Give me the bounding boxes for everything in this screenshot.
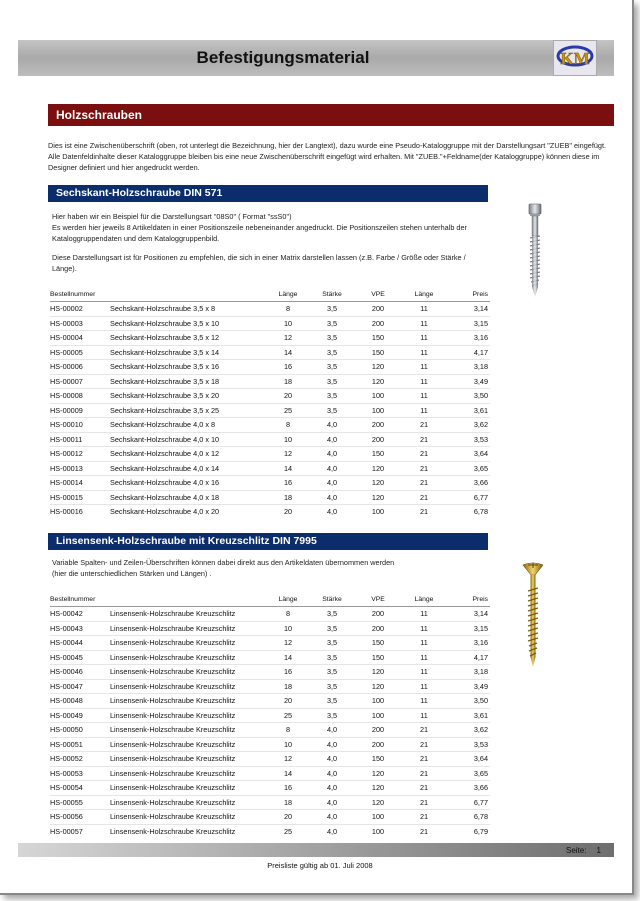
price-cell: 3,53 (446, 737, 490, 752)
packaging-unit-cell: 100 (354, 824, 402, 838)
packaging-unit-cell: 100 (354, 708, 402, 723)
packaging-unit-cell: 120 (354, 490, 402, 505)
price-validity-note: Preisliste gültig ab 01. Juli 2008 (267, 861, 373, 870)
article-name-cell: Linsensenk-Holzschraube Kreuzschlitz (108, 723, 266, 738)
thickness-cell: 3,5 (310, 694, 354, 709)
length-cell: 18 (266, 490, 310, 505)
packaging-unit-cell: 120 (354, 360, 402, 375)
table-row (50, 607, 490, 622)
table-row (50, 621, 490, 636)
length-cell: 12 (266, 447, 310, 462)
price-cell: 3,15 (446, 621, 490, 636)
section-intro: Dies ist eine Zwischenüberschrift (oben, rot unterlegt die Bezeichnung, hier der Langtext), dazu wurde eine Pseudo-Kataloggruppe mit der Darstellungsart "ZUEB" eingefügt. Alle Datenfeldinhalte dieser Kataloggruppe bleiben bis eine neue Zwischenüberschrift eingefügt wird erhalten. Mit "ZUEB."+Feldname(der Kataloggruppe) können diese im Designer definiert und hier angedruckt werden. (48, 141, 607, 172)
article-name-cell: Sechskant-Holzschraube 4,0 x 8 (108, 418, 266, 433)
packaging-unit-cell: 200 (354, 723, 402, 738)
table-row (50, 403, 490, 418)
article-number-cell: HS-00051 (50, 737, 108, 752)
price-cell: 6,77 (446, 795, 490, 810)
table-row (50, 447, 490, 462)
article-name-cell: Linsensenk-Holzschraube Kreuzschlitz (108, 795, 266, 810)
length-cell: 10 (266, 737, 310, 752)
article-name-cell: Linsensenk-Holzschraube Kreuzschlitz (108, 737, 266, 752)
column-header: Länge (266, 592, 310, 607)
price-cell: 4,17 (446, 345, 490, 360)
length-2-cell: 21 (402, 432, 446, 447)
packaging-unit-cell: 120 (354, 781, 402, 796)
packaging-unit-cell: 100 (354, 694, 402, 709)
price-cell: 6,78 (446, 810, 490, 825)
packaging-unit-cell: 150 (354, 636, 402, 651)
column-header: Stärke (310, 592, 354, 607)
group-description (52, 211, 472, 274)
article-number-cell: HS-00052 (50, 752, 108, 767)
article-name-cell: Linsensenk-Holzschraube Kreuzschlitz (108, 621, 266, 636)
article-number-cell: HS-00004 (50, 331, 108, 346)
length-cell: 8 (266, 302, 310, 317)
price-cell: 6,79 (446, 824, 490, 838)
article-number-cell: HS-00042 (50, 607, 108, 622)
length-2-cell: 11 (402, 621, 446, 636)
packaging-unit-cell: 150 (354, 345, 402, 360)
group-title: Sechskant-Holzschraube DIN 571 (56, 187, 223, 199)
thickness-cell: 4,0 (310, 505, 354, 519)
article-name-cell: Sechskant-Holzschraube 3,5 x 16 (108, 360, 266, 375)
table-row (50, 766, 490, 781)
article-name-cell: Sechskant-Holzschraube 4,0 x 14 (108, 461, 266, 476)
article-number-cell: HS-00043 (50, 621, 108, 636)
length-2-cell: 21 (402, 490, 446, 505)
price-cell: 3,49 (446, 374, 490, 389)
thickness-cell: 3,5 (310, 302, 354, 317)
table-row (50, 505, 490, 519)
price-cell: 3,53 (446, 432, 490, 447)
thickness-cell: 3,5 (310, 331, 354, 346)
packaging-unit-cell: 150 (354, 650, 402, 665)
article-number-cell: HS-00048 (50, 694, 108, 709)
article-number-cell: HS-00045 (50, 650, 108, 665)
length-cell: 16 (266, 476, 310, 491)
article-name-cell: Linsensenk-Holzschraube Kreuzschlitz (108, 708, 266, 723)
column-header: VPE (354, 592, 402, 607)
length-cell: 16 (266, 665, 310, 680)
length-2-cell: 11 (402, 389, 446, 404)
length-2-cell: 21 (402, 418, 446, 433)
length-2-cell: 11 (402, 302, 446, 317)
length-2-cell: 11 (402, 650, 446, 665)
thickness-cell: 3,5 (310, 708, 354, 723)
packaging-unit-cell: 120 (354, 476, 402, 491)
article-number-cell: HS-00044 (50, 636, 108, 651)
thickness-cell: 4,0 (310, 810, 354, 825)
article-name-cell: Sechskant-Holzschraube 3,5 x 20 (108, 389, 266, 404)
packaging-unit-cell: 120 (354, 374, 402, 389)
table-row (50, 331, 490, 346)
length-2-cell: 21 (402, 505, 446, 519)
packaging-unit-cell: 150 (354, 447, 402, 462)
length-cell: 25 (266, 824, 310, 838)
article-name-cell: Linsensenk-Holzschraube Kreuzschlitz (108, 824, 266, 838)
hex-bolt-screw-icon (523, 203, 547, 299)
length-cell: 10 (266, 621, 310, 636)
length-cell: 14 (266, 461, 310, 476)
page-label: Seite: (566, 846, 587, 855)
length-cell: 8 (266, 723, 310, 738)
article-name-cell: Linsensenk-Holzschraube Kreuzschlitz (108, 752, 266, 767)
length-cell: 10 (266, 316, 310, 331)
length-2-cell: 21 (402, 737, 446, 752)
page-number (566, 846, 601, 855)
thickness-cell: 4,0 (310, 490, 354, 505)
thickness-cell: 4,0 (310, 752, 354, 767)
length-cell: 8 (266, 418, 310, 433)
length-cell: 25 (266, 403, 310, 418)
article-name-cell: Sechskant-Holzschraube 3,5 x 14 (108, 345, 266, 360)
article-name-cell: Linsensenk-Holzschraube Kreuzschlitz (108, 607, 266, 622)
table-row (50, 665, 490, 680)
table-row (50, 795, 490, 810)
thickness-cell: 3,5 (310, 316, 354, 331)
table-row (50, 374, 490, 389)
article-name-cell: Sechskant-Holzschraube 4,0 x 16 (108, 476, 266, 491)
packaging-unit-cell: 150 (354, 331, 402, 346)
article-number-cell: HS-00056 (50, 810, 108, 825)
length-cell: 20 (266, 694, 310, 709)
article-number-cell: HS-00016 (50, 505, 108, 519)
packaging-unit-cell: 200 (354, 607, 402, 622)
article-number-cell: HS-00002 (50, 302, 108, 317)
length-cell: 12 (266, 636, 310, 651)
article-number-cell: HS-00049 (50, 708, 108, 723)
length-cell: 18 (266, 795, 310, 810)
packaging-unit-cell: 120 (354, 766, 402, 781)
article-name-cell: Sechskant-Holzschraube 3,5 x 18 (108, 374, 266, 389)
article-name-cell: Linsensenk-Holzschraube Kreuzschlitz (108, 679, 266, 694)
packaging-unit-cell: 120 (354, 665, 402, 680)
length-cell: 18 (266, 374, 310, 389)
length-2-cell: 21 (402, 476, 446, 491)
table-row (50, 490, 490, 505)
length-2-cell: 21 (402, 752, 446, 767)
length-cell: 20 (266, 810, 310, 825)
thickness-cell: 3,5 (310, 650, 354, 665)
packaging-unit-cell: 120 (354, 461, 402, 476)
price-cell: 3,65 (446, 766, 490, 781)
packaging-unit-cell: 100 (354, 810, 402, 825)
thickness-cell: 4,0 (310, 766, 354, 781)
thickness-cell: 3,5 (310, 374, 354, 389)
article-table (50, 592, 490, 838)
article-number-cell: HS-00005 (50, 345, 108, 360)
price-cell: 3,65 (446, 461, 490, 476)
thickness-cell: 3,5 (310, 636, 354, 651)
svg-text:KM: KM (560, 49, 590, 68)
article-name-cell: Linsensenk-Holzschraube Kreuzschlitz (108, 781, 266, 796)
article-number-cell: HS-00053 (50, 766, 108, 781)
price-cell: 3,15 (446, 316, 490, 331)
length-2-cell: 11 (402, 316, 446, 331)
table-row (50, 723, 490, 738)
table-header-row (50, 287, 490, 302)
company-logo (553, 40, 597, 76)
length-cell: 14 (266, 650, 310, 665)
length-cell: 18 (266, 679, 310, 694)
length-2-cell: 11 (402, 679, 446, 694)
column-header: Preis (446, 287, 490, 302)
page-number-value: 1 (596, 846, 601, 855)
length-2-cell: 21 (402, 461, 446, 476)
article-number-cell: HS-00046 (50, 665, 108, 680)
section-title: Holzschrauben (56, 108, 143, 122)
table-row (50, 316, 490, 331)
length-2-cell: 21 (402, 810, 446, 825)
group-description (52, 557, 472, 579)
price-cell: 3,16 (446, 636, 490, 651)
table-row (50, 781, 490, 796)
price-cell: 4,17 (446, 650, 490, 665)
table-header-row (50, 592, 490, 607)
article-name-cell: Sechskant-Holzschraube 4,0 x 20 (108, 505, 266, 519)
length-2-cell: 11 (402, 374, 446, 389)
table-row (50, 650, 490, 665)
price-cell: 3,16 (446, 331, 490, 346)
packaging-unit-cell: 100 (354, 505, 402, 519)
length-cell: 25 (266, 708, 310, 723)
article-name-cell: Sechskant-Holzschraube 4,0 x 10 (108, 432, 266, 447)
thickness-cell: 3,5 (310, 389, 354, 404)
table-row (50, 345, 490, 360)
packaging-unit-cell: 200 (354, 432, 402, 447)
length-2-cell: 11 (402, 607, 446, 622)
column-header: Stärke (310, 287, 354, 302)
packaging-unit-cell: 200 (354, 418, 402, 433)
length-cell: 12 (266, 752, 310, 767)
countersunk-wood-screw-icon (521, 561, 545, 669)
length-cell: 16 (266, 360, 310, 375)
thickness-cell: 3,5 (310, 679, 354, 694)
price-cell: 3,18 (446, 360, 490, 375)
article-number-cell: HS-00007 (50, 374, 108, 389)
page-title: Befestigungsmaterial (196, 48, 370, 67)
price-cell: 3,62 (446, 723, 490, 738)
article-number-cell: HS-00013 (50, 461, 108, 476)
packaging-unit-cell: 120 (354, 795, 402, 810)
article-name-cell: Sechskant-Holzschraube 4,0 x 12 (108, 447, 266, 462)
article-number-cell: HS-00050 (50, 723, 108, 738)
article-number-cell: HS-00014 (50, 476, 108, 491)
table-row (50, 389, 490, 404)
table-row (50, 461, 490, 476)
article-table (50, 287, 490, 519)
table-row (50, 418, 490, 433)
price-cell: 3,14 (446, 607, 490, 622)
article-name-cell: Sechskant-Holzschraube 3,5 x 25 (108, 403, 266, 418)
price-cell: 3,50 (446, 389, 490, 404)
length-cell: 8 (266, 607, 310, 622)
table-row (50, 636, 490, 651)
table-row (50, 752, 490, 767)
article-number-cell: HS-00055 (50, 795, 108, 810)
article-number-cell: HS-00015 (50, 490, 108, 505)
description-line: Variable Spalten- und Zeilen-Überschriften können dabei direkt aus den Artikeldaten übernommen werden (52, 558, 395, 567)
table-row (50, 708, 490, 723)
thickness-cell: 4,0 (310, 447, 354, 462)
article-name-cell: Sechskant-Holzschraube 4,0 x 18 (108, 490, 266, 505)
length-cell: 10 (266, 432, 310, 447)
length-2-cell: 11 (402, 331, 446, 346)
price-cell: 3,61 (446, 403, 490, 418)
group-title: Linsensenk-Holzschraube mit Kreuzschlitz DIN 7995 (56, 535, 317, 547)
table-row (50, 737, 490, 752)
packaging-unit-cell: 200 (354, 621, 402, 636)
price-cell: 3,64 (446, 447, 490, 462)
thickness-cell: 4,0 (310, 432, 354, 447)
article-name-cell: Linsensenk-Holzschraube Kreuzschlitz (108, 636, 266, 651)
length-2-cell: 11 (402, 403, 446, 418)
table-row (50, 302, 490, 317)
packaging-unit-cell: 100 (354, 403, 402, 418)
article-number-cell: HS-00047 (50, 679, 108, 694)
thickness-cell: 4,0 (310, 824, 354, 838)
length-2-cell: 21 (402, 766, 446, 781)
thickness-cell: 4,0 (310, 737, 354, 752)
footer-bar (18, 843, 614, 857)
article-number-cell: HS-00008 (50, 389, 108, 404)
packaging-unit-cell: 150 (354, 752, 402, 767)
thickness-cell: 4,0 (310, 418, 354, 433)
price-cell: 3,61 (446, 708, 490, 723)
table-row (50, 432, 490, 447)
thickness-cell: 3,5 (310, 607, 354, 622)
thickness-cell: 3,5 (310, 403, 354, 418)
thickness-cell: 4,0 (310, 795, 354, 810)
article-number-cell: HS-00057 (50, 824, 108, 838)
length-2-cell: 11 (402, 360, 446, 375)
article-name-cell: Linsensenk-Holzschraube Kreuzschlitz (108, 694, 266, 709)
packaging-unit-cell: 200 (354, 302, 402, 317)
price-cell: 3,49 (446, 679, 490, 694)
packaging-unit-cell: 120 (354, 679, 402, 694)
length-2-cell: 21 (402, 447, 446, 462)
thickness-cell: 3,5 (310, 665, 354, 680)
article-number-cell: HS-00011 (50, 432, 108, 447)
article-name-cell: Linsensenk-Holzschraube Kreuzschlitz (108, 810, 266, 825)
price-cell: 6,78 (446, 505, 490, 519)
length-2-cell: 11 (402, 694, 446, 709)
length-2-cell: 21 (402, 795, 446, 810)
description-line: Hier haben wir ein Beispiel für die Darstellungsart "08S0" ( Format "ssS0") (52, 212, 292, 221)
column-header: VPE (354, 287, 402, 302)
packaging-unit-cell: 200 (354, 737, 402, 752)
packaging-unit-cell: 100 (354, 389, 402, 404)
table-row (50, 694, 490, 709)
length-2-cell: 21 (402, 781, 446, 796)
article-number-cell: HS-00054 (50, 781, 108, 796)
length-cell: 14 (266, 766, 310, 781)
price-cell: 3,18 (446, 665, 490, 680)
price-cell: 3,50 (446, 694, 490, 709)
price-cell: 3,66 (446, 476, 490, 491)
packaging-unit-cell: 200 (354, 316, 402, 331)
length-cell: 12 (266, 331, 310, 346)
price-cell: 3,62 (446, 418, 490, 433)
article-name-cell: Sechskant-Holzschraube 3,5 x 10 (108, 316, 266, 331)
description-line: Diese Darstellungsart ist für Positionen zu empfehlen, die sich in einer Matrix darstellen lassen (z.B. Farbe / Größe oder Stärke / Länge). (52, 253, 466, 273)
article-number-cell: HS-00010 (50, 418, 108, 433)
column-header: Bestellnummer (50, 592, 266, 607)
thickness-cell: 3,5 (310, 360, 354, 375)
column-header: Länge (402, 592, 446, 607)
thickness-cell: 4,0 (310, 461, 354, 476)
article-name-cell: Sechskant-Holzschraube 3,5 x 8 (108, 302, 266, 317)
description-line: Es werden hier jeweils 8 Artikeldaten in einer Positionszeile nebeneinander angedruckt. Die Positionszeilen stehen unterhalb der Kataloggruppendaten und dem Kataloggruppenbild. (52, 223, 467, 243)
thickness-cell: 4,0 (310, 781, 354, 796)
description-line: (hier die unterschiedlichen Stärken und Längen) . (52, 569, 212, 578)
table-row (50, 679, 490, 694)
column-header: Bestellnummer (50, 287, 266, 302)
table-row (50, 824, 490, 838)
thickness-cell: 3,5 (310, 621, 354, 636)
length-2-cell: 11 (402, 708, 446, 723)
column-header: Preis (446, 592, 490, 607)
thickness-cell: 4,0 (310, 476, 354, 491)
length-2-cell: 11 (402, 345, 446, 360)
article-number-cell: HS-00006 (50, 360, 108, 375)
article-name-cell: Linsensenk-Holzschraube Kreuzschlitz (108, 766, 266, 781)
thickness-cell: 4,0 (310, 723, 354, 738)
article-name-cell: Linsensenk-Holzschraube Kreuzschlitz (108, 650, 266, 665)
length-cell: 20 (266, 389, 310, 404)
length-2-cell: 11 (402, 665, 446, 680)
thickness-cell: 3,5 (310, 345, 354, 360)
length-cell: 14 (266, 345, 310, 360)
column-header: Länge (402, 287, 446, 302)
table-row (50, 476, 490, 491)
article-number-cell: HS-00003 (50, 316, 108, 331)
article-name-cell: Sechskant-Holzschraube 3,5 x 12 (108, 331, 266, 346)
length-cell: 16 (266, 781, 310, 796)
price-cell: 6,77 (446, 490, 490, 505)
article-number-cell: HS-00012 (50, 447, 108, 462)
length-cell: 20 (266, 505, 310, 519)
table-row (50, 810, 490, 825)
price-cell: 3,64 (446, 752, 490, 767)
length-2-cell: 11 (402, 636, 446, 651)
length-2-cell: 21 (402, 824, 446, 838)
article-number-cell: HS-00009 (50, 403, 108, 418)
price-cell: 3,66 (446, 781, 490, 796)
column-header: Länge (266, 287, 310, 302)
length-2-cell: 21 (402, 723, 446, 738)
price-cell: 3,14 (446, 302, 490, 317)
article-name-cell: Linsensenk-Holzschraube Kreuzschlitz (108, 665, 266, 680)
table-row (50, 360, 490, 375)
